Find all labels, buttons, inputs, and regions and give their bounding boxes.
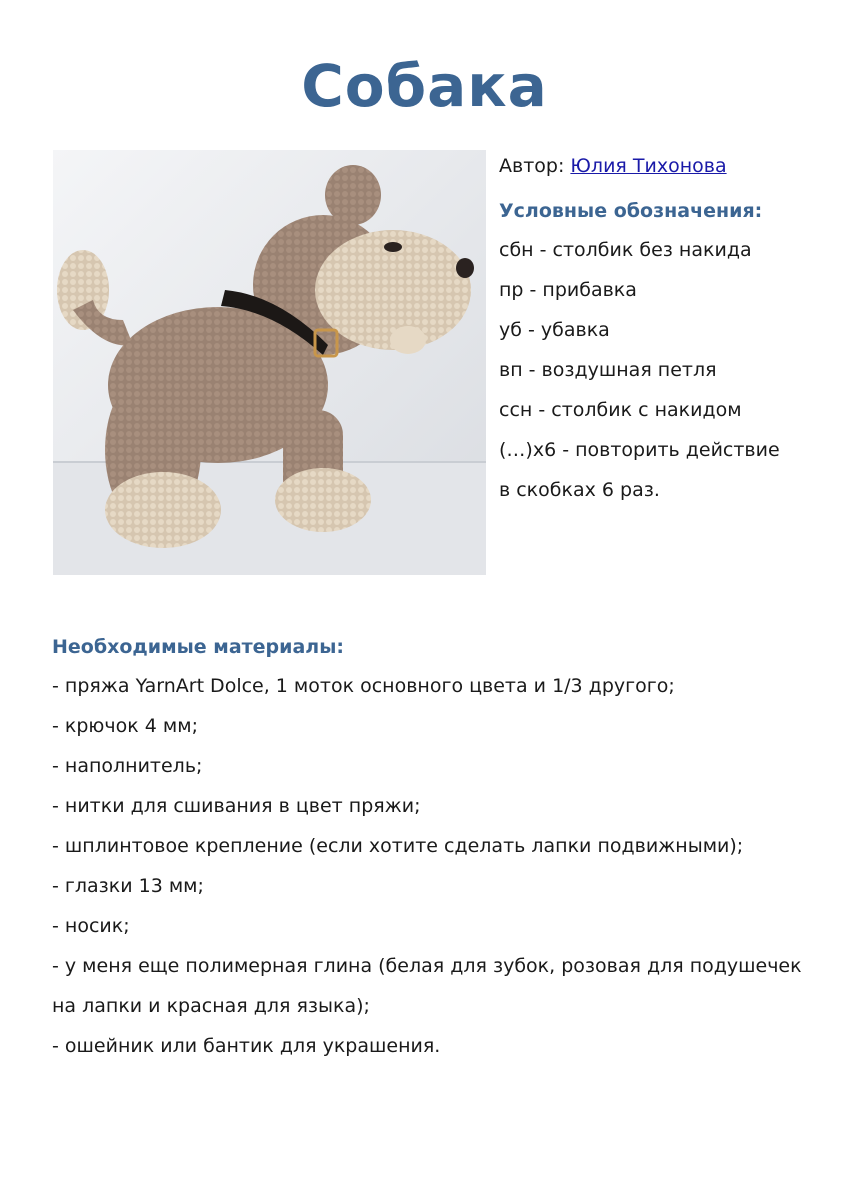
author-link[interactable]: Юлия Тихонова: [570, 155, 727, 177]
materials-section: [52, 630, 812, 1066]
legend-item: пр - прибавка: [499, 279, 637, 301]
materials-item: - глазки 13 мм;: [52, 875, 204, 897]
materials-item: - нитки для сшивания в цвет пряжи;: [52, 795, 421, 817]
materials-item: - шплинтовое крепление (если хотите сделать лапки подвижными);: [52, 835, 744, 857]
legend-item: уб - убавка: [499, 319, 610, 341]
materials-item: - у меня еще полимерная глина (белая для зубок, розовая для подушечек на лапки и красная для языка);: [52, 955, 802, 1017]
author-label: Автор:: [499, 155, 565, 177]
legend-item: ссн - столбик с накидом: [499, 399, 742, 421]
materials-item: - носик;: [52, 915, 130, 937]
materials-item: - крючок 4 мм;: [52, 715, 198, 737]
legend-heading: Условные обозначения:: [499, 200, 763, 222]
legend-item: в скобках 6 раз.: [499, 479, 660, 501]
author-line: [499, 146, 839, 186]
materials-item: - ошейник или бантик для украшения.: [52, 1035, 441, 1057]
materials-item: - наполнитель;: [52, 755, 203, 777]
materials-item: - пряжа YarnArt Dolce, 1 моток основного цвета и 1/3 другого;: [52, 675, 675, 697]
materials-heading: Необходимые материалы:: [52, 636, 344, 658]
toy-dog-photo: [53, 150, 486, 575]
legend-item: сбн - столбик без накида: [499, 239, 752, 261]
legend-item: (…)х6 - повторить действие: [499, 439, 780, 461]
legend-item: вп - воздушная петля: [499, 359, 717, 381]
dog-illustration: [53, 150, 486, 575]
legend-panel: [499, 146, 839, 510]
page-title: Собака: [301, 52, 548, 120]
